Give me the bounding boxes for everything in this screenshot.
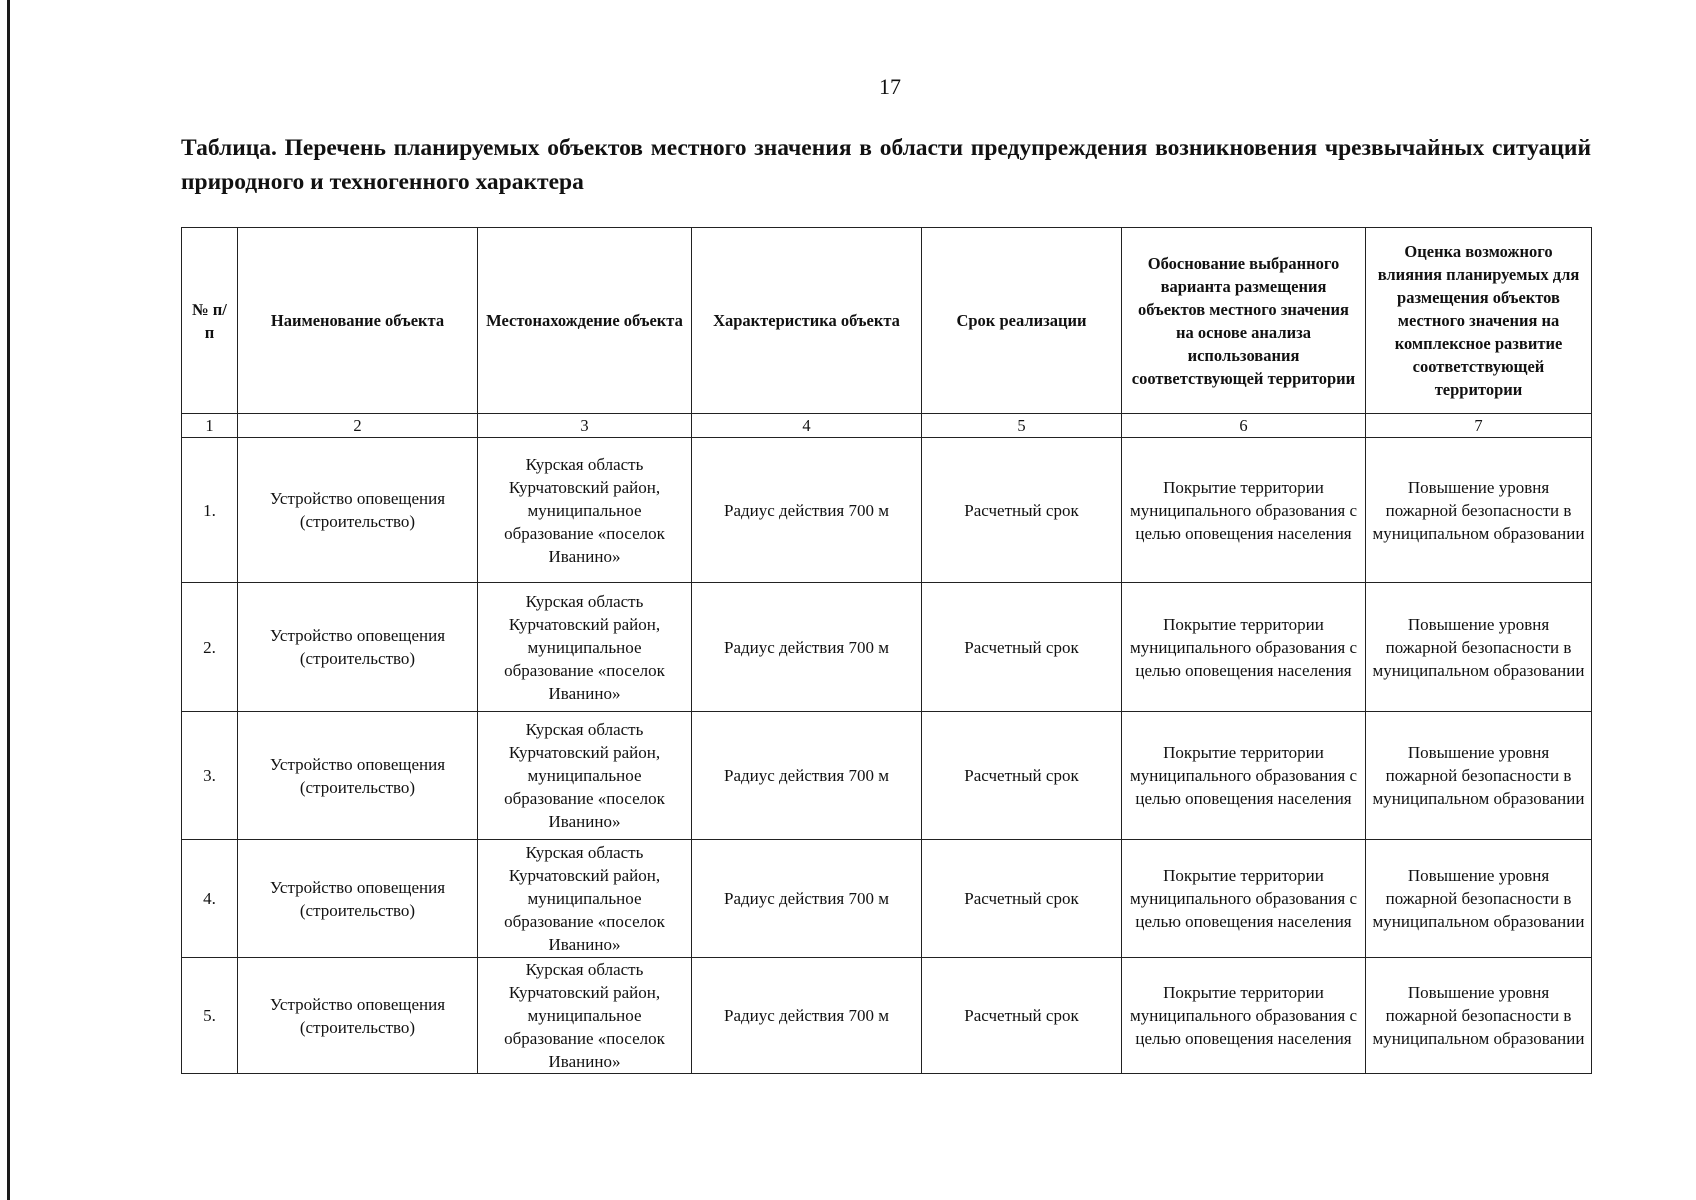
object-characteristic: Радиус действия 700 м — [692, 583, 922, 712]
row-number: 4. — [182, 840, 238, 958]
table-header-row — [182, 228, 1592, 414]
table-row — [182, 438, 1592, 583]
header-cell: Наименование объекта — [238, 228, 478, 414]
object-name: Устройство оповещения (строительство) — [238, 712, 478, 840]
column-number-row — [182, 414, 1592, 438]
header-cell: № п/п — [182, 228, 238, 414]
table-row — [182, 840, 1592, 958]
placement-justification: Покрытие территории муниципального образования с целью оповещения населения — [1122, 583, 1366, 712]
implementation-term: Расчетный срок — [922, 712, 1122, 840]
column-number: 3 — [478, 414, 692, 438]
table-row — [182, 583, 1592, 712]
object-characteristic: Радиус действия 700 м — [692, 958, 922, 1074]
row-number: 5. — [182, 958, 238, 1074]
column-number: 6 — [1122, 414, 1366, 438]
header-cell: Местонахождение объекта — [478, 228, 692, 414]
object-location: Курская область Курчатовский район, муниципальное образование «поселок Иванино» — [478, 712, 692, 840]
row-number: 2. — [182, 583, 238, 712]
object-name: Устройство оповещения (строительство) — [238, 583, 478, 712]
placement-justification: Покрытие территории муниципального образования с целью оповещения населения — [1122, 712, 1366, 840]
object-name: Устройство оповещения (строительство) — [238, 840, 478, 958]
scan-edge-line — [7, 0, 10, 1200]
column-number: 4 — [692, 414, 922, 438]
table-row — [182, 712, 1592, 840]
objects-table — [181, 227, 1592, 1074]
impact-assessment: Повышение уровня пожарной безопасности в муниципальном образовании — [1366, 958, 1592, 1074]
impact-assessment: Повышение уровня пожарной безопасности в муниципальном образовании — [1366, 583, 1592, 712]
impact-assessment: Повышение уровня пожарной безопасности в муниципальном образовании — [1366, 840, 1592, 958]
column-number: 1 — [182, 414, 238, 438]
implementation-term: Расчетный срок — [922, 583, 1122, 712]
header-cell: Обоснование выбранного варианта размещения объектов местного значения на основе анализа использования соответствующей территории — [1122, 228, 1366, 414]
placement-justification: Покрытие территории муниципального образования с целью оповещения населения — [1122, 958, 1366, 1074]
column-number: 7 — [1366, 414, 1592, 438]
object-location: Курская область Курчатовский район, муниципальное образование «поселок Иванино» — [478, 840, 692, 958]
object-location: Курская область Курчатовский район, муниципальное образование «поселок Иванино» — [478, 958, 692, 1074]
row-number: 3. — [182, 712, 238, 840]
object-characteristic: Радиус действия 700 м — [692, 712, 922, 840]
object-location: Курская область Курчатовский район, муниципальное образование «поселок Иванино» — [478, 438, 692, 583]
column-number: 5 — [922, 414, 1122, 438]
header-cell: Оценка возможного влияния планируемых для размещения объектов местного значения на комплексное развитие соответствующей территории — [1366, 228, 1592, 414]
object-name: Устройство оповещения (строительство) — [238, 958, 478, 1074]
impact-assessment: Повышение уровня пожарной безопасности в муниципальном образовании — [1366, 438, 1592, 583]
object-location: Курская область Курчатовский район, муниципальное образование «поселок Иванино» — [478, 583, 692, 712]
page-number: 17 — [879, 74, 901, 99]
placement-justification: Покрытие территории муниципального образования с целью оповещения населения — [1122, 438, 1366, 583]
header-cell: Срок реализации — [922, 228, 1122, 414]
implementation-term: Расчетный срок — [922, 438, 1122, 583]
impact-assessment: Повышение уровня пожарной безопасности в муниципальном образовании — [1366, 712, 1592, 840]
object-characteristic: Радиус действия 700 м — [692, 840, 922, 958]
implementation-term: Расчетный срок — [922, 840, 1122, 958]
column-number: 2 — [238, 414, 478, 438]
object-characteristic: Радиус действия 700 м — [692, 438, 922, 583]
row-number: 1. — [182, 438, 238, 583]
implementation-term: Расчетный срок — [922, 958, 1122, 1074]
table-title: Таблица. Перечень планируемых объектов местного значения в области предупреждения возникновения чрезвычайных ситуаций природного и техногенного характера — [181, 135, 1591, 195]
object-name: Устройство оповещения (строительство) — [238, 438, 478, 583]
table-row — [182, 958, 1592, 1074]
header-cell: Характеристика объекта — [692, 228, 922, 414]
placement-justification: Покрытие территории муниципального образования с целью оповещения населения — [1122, 840, 1366, 958]
